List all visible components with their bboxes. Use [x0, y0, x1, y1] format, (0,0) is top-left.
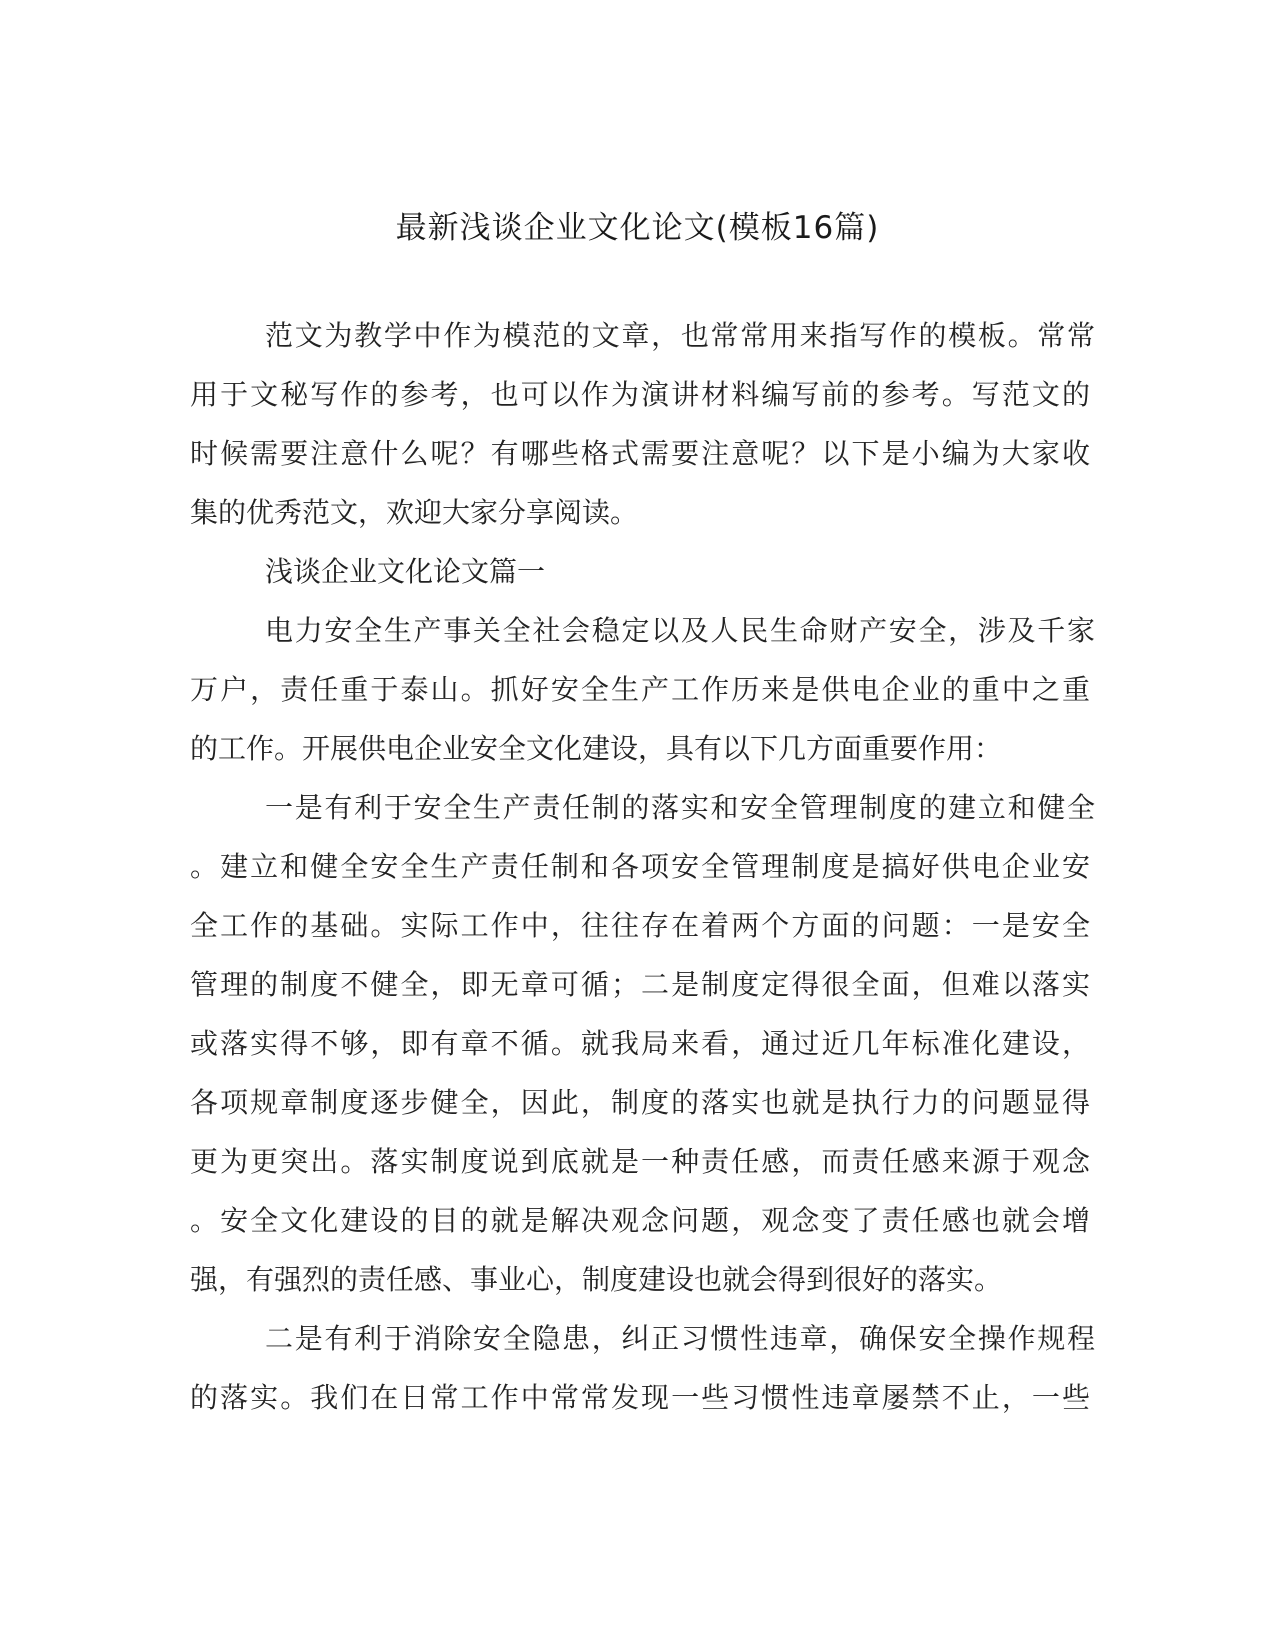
paragraph-line: 范文为教学中作为模范的文章，也常常用来指写作的模板。常常 [265, 319, 1095, 352]
section-heading: 浅谈企业文化论文篇一 [265, 555, 546, 588]
paragraph-line: 时候需要注意什么呢？有哪些格式需要注意呢？以下是小编为大家收 [190, 437, 1090, 470]
paragraph-line: 强，有强烈的责任感、事业心，制度建设也就会得到很好的落实。 [190, 1263, 1003, 1296]
document-title: 最新浅谈企业文化论文(模板16篇) [395, 210, 880, 246]
paragraph-line: 或落实得不够，即有章不循。就我局来看，通过近几年标准化建设， [190, 1027, 1090, 1060]
paragraph-line: 二是有利于消除安全隐患，纠正习惯性违章，确保安全操作规程 [265, 1322, 1095, 1355]
paragraph-line: 各项规章制度逐步健全，因此，制度的落实也就是执行力的问题显得 [190, 1086, 1090, 1119]
paragraph-line: 用于文秘写作的参考，也可以作为演讲材料编写前的参考。写范文的 [190, 378, 1090, 411]
paragraph-line: 更为更突出。落实制度说到底就是一种责任感，而责任感来源于观念 [190, 1145, 1090, 1178]
paragraph-line: 管理的制度不健全，即无章可循；二是制度定得很全面，但难以落实 [190, 968, 1090, 1001]
paragraph-line: 集的优秀范文，欢迎大家分享阅读。 [190, 496, 639, 529]
paragraph-line: 的工作。开展供电企业安全文化建设，具有以下几方面重要作用： [190, 732, 1003, 765]
paragraph-line: 的落实。我们在日常工作中常常发现一些习惯性违章屡禁不止，一些 [190, 1381, 1090, 1414]
paragraph-line: 。安全文化建设的目的就是解决观念问题，观念变了责任感也就会增 [190, 1204, 1090, 1237]
paragraph-line: 万户，责任重于泰山。抓好安全生产工作历来是供电企业的重中之重 [190, 673, 1090, 706]
paragraph-line: 。建立和健全安全生产责任制和各项安全管理制度是搞好供电企业安 [190, 850, 1090, 883]
paragraph-line: 电力安全生产事关全社会稳定以及人民生命财产安全，涉及千家 [265, 614, 1095, 647]
paragraph-line: 一是有利于安全生产责任制的落实和安全管理制度的建立和健全 [265, 791, 1095, 824]
paragraph-line: 全工作的基础。实际工作中，往往存在着两个方面的问题：一是安全 [190, 909, 1090, 942]
